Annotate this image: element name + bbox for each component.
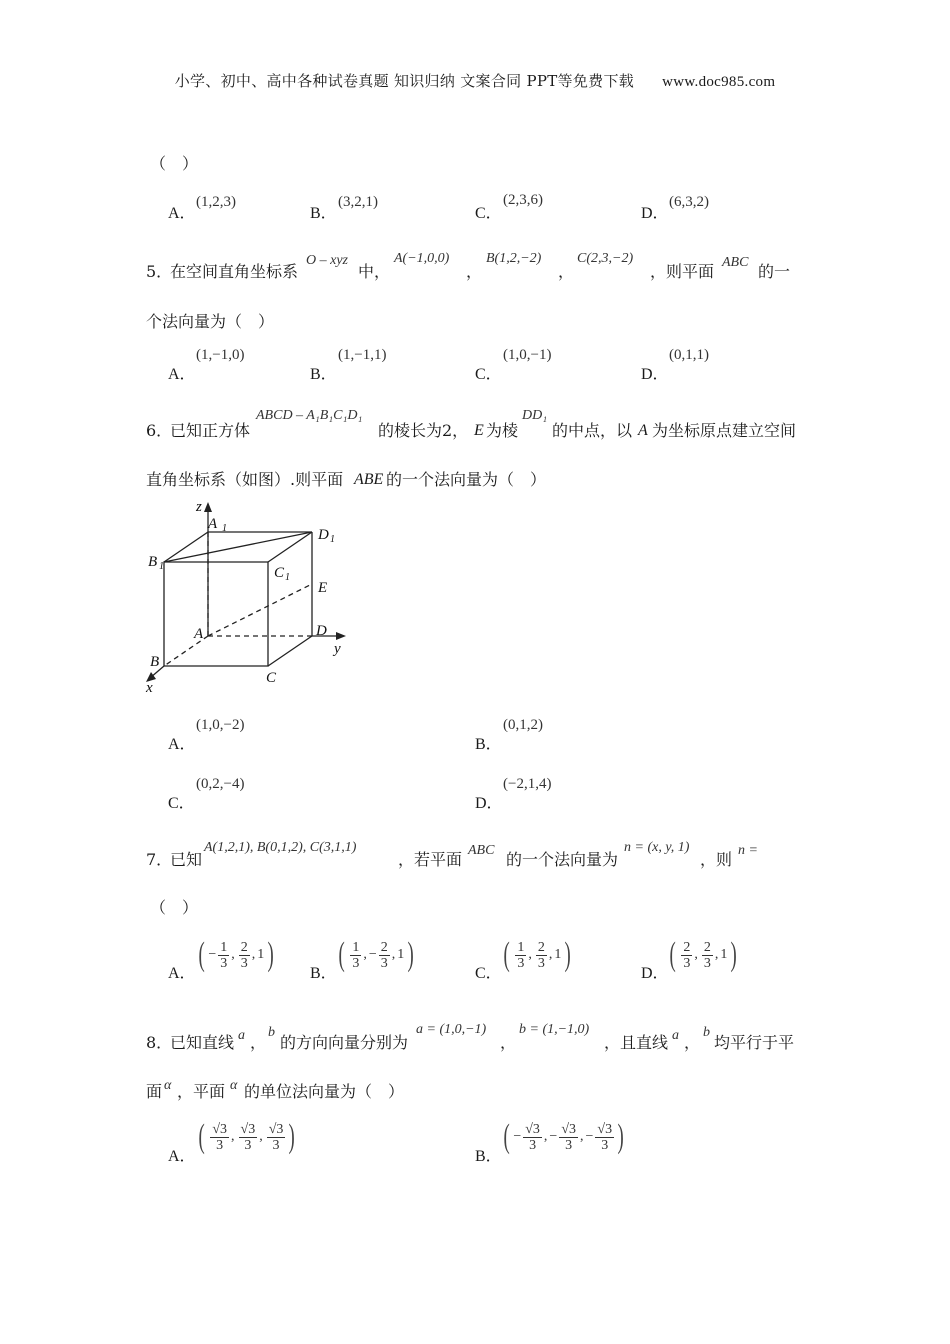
q7-option-a-value: ( − $\frac{1}{3}$ , $\frac{2}{3}$ , 1 ) xyxy=(198,936,275,973)
edge-cd xyxy=(268,636,312,666)
q8-alpha-2: α xyxy=(230,1078,238,1093)
q5-num: 5． xyxy=(146,262,173,281)
label-a1-sub: 1 xyxy=(222,523,227,534)
q7-text-1: 已知 xyxy=(170,850,203,869)
q4-option-a-value: (1,2,3) xyxy=(196,194,236,210)
q6-option-d[interactable]: D． xyxy=(475,795,503,812)
q6-option-a[interactable]: A． xyxy=(168,736,196,753)
q5-option-b-value: (1,−1,1) xyxy=(338,347,387,363)
q7-option-c[interactable]: C． xyxy=(475,965,502,982)
q7-normal-vector: n = (x, y, 1) xyxy=(624,840,690,855)
segment-ae xyxy=(208,584,312,636)
q6-option-a-value: (1,0,−2) xyxy=(196,717,245,733)
q5-plane: ABC xyxy=(722,255,749,270)
q6-line-2b: 的一个法向量为（ ） xyxy=(386,470,547,489)
label-c: C xyxy=(266,670,277,686)
q7-num: 7． xyxy=(146,850,173,869)
q5-coord-system: O – xyz xyxy=(306,253,348,268)
q8-text-1: 已知直线 xyxy=(170,1033,235,1052)
q7-option-b[interactable]: B． xyxy=(310,965,337,982)
q6-plane-abe: ABE xyxy=(354,471,384,488)
cube-figure xyxy=(140,498,360,698)
label-d: D xyxy=(316,623,327,639)
q4-option-c-value: (2,3,6) xyxy=(503,192,543,208)
q5-line-2: 个法向量为（ ） xyxy=(146,312,275,331)
q6-text-2: 的棱长为2， xyxy=(378,421,469,440)
q6-text-5: 为坐标原点建立空间 xyxy=(652,421,797,440)
label-z: z xyxy=(196,499,202,515)
q5-option-a-value: (1,−1,0) xyxy=(196,347,245,363)
q6-option-d-value: (−2,1,4) xyxy=(503,776,552,792)
q7-option-c-value: ( $\frac{1}{3}$ , $\frac{2}{3}$ , 1 ) xyxy=(503,936,572,973)
q8-option-b-value: ( − $\frac{√3}{3}$ , − $\frac{√3}{3}$ , − $\frac{√3}{3}$ ) xyxy=(503,1118,624,1155)
label-b1-sub: 1 xyxy=(159,561,164,572)
label-e: E xyxy=(318,580,328,596)
y-axis-arrow xyxy=(336,632,346,640)
q7-option-b-value: ( $\frac{1}{3}$ , − $\frac{2}{3}$ , 1 ) xyxy=(338,936,415,973)
header-text: 小学、初中、高中各种试卷真题 知识归纳 文案合同 PPT等免费下载 xyxy=(174,72,635,90)
q6-text-4: 的中点，以 xyxy=(552,421,633,440)
q7-points: A(1,2,1), B(0,1,2), C(3,1,1) xyxy=(204,840,357,855)
q8-line-b-2: b xyxy=(703,1025,710,1040)
q8-text-2: 的方向向量分别为 xyxy=(280,1033,409,1052)
q8-option-b[interactable]: B． xyxy=(475,1148,502,1165)
q5-text-1: 在空间直角坐标系 xyxy=(170,262,299,281)
q6-option-c[interactable]: C． xyxy=(168,795,195,812)
q6-option-c-value: (0,2,−4) xyxy=(196,776,245,792)
q5-text-4: 的一 xyxy=(758,262,791,281)
q5-text-2: 中， xyxy=(358,262,391,281)
q8-option-a-value: ( $\frac{√3}{3}$ , $\frac{√3}{3}$ , $\frac{√3}{3}$ ) xyxy=(198,1118,296,1155)
q7-plane: ABC xyxy=(468,843,495,858)
q5-option-b[interactable]: B． xyxy=(310,366,337,383)
q7-option-d-value: ( $\frac{2}{3}$ , $\frac{2}{3}$ , 1 ) xyxy=(669,936,738,973)
q8-option-a[interactable]: A． xyxy=(168,1148,196,1165)
q8-line-a-2: a xyxy=(672,1028,679,1043)
q7-text-4: ，则 xyxy=(700,850,733,869)
q5-point-c: C(2,3,−2) xyxy=(577,251,634,266)
q4-option-a[interactable]: A． xyxy=(168,205,196,222)
z-axis-arrow xyxy=(204,502,212,512)
q7-n-eq: n = xyxy=(738,843,758,858)
q4-option-c[interactable]: C． xyxy=(475,205,502,222)
q8-line-a: a xyxy=(238,1028,245,1043)
q4-option-b-value: (3,2,1) xyxy=(338,194,378,210)
label-c1-sub: 1 xyxy=(285,572,290,583)
q7-option-a[interactable]: A． xyxy=(168,965,196,982)
q8-num: 8． xyxy=(146,1033,173,1052)
label-x: x xyxy=(146,680,153,696)
q5-option-c[interactable]: C． xyxy=(475,366,502,383)
label-d1: D xyxy=(318,527,329,543)
q7-text-3: 的一个法向量为 xyxy=(506,850,619,869)
page-header xyxy=(0,70,950,91)
q6-text-3: 为棱 xyxy=(486,421,519,440)
q7-paren: （ ） xyxy=(150,898,199,917)
label-a: A xyxy=(194,626,204,642)
q5-comma-2: ， xyxy=(558,262,575,281)
q6-line-2a: 直角坐标系（如图）.则平面 xyxy=(146,470,344,489)
label-y: y xyxy=(334,641,341,657)
header-site: www.doc985.com xyxy=(662,74,776,90)
q4-option-d-value: (6,3,2) xyxy=(669,194,709,210)
q5-option-a[interactable]: A． xyxy=(168,366,196,383)
q8-line-b: b xyxy=(268,1025,275,1040)
q8-line-2a: 面 xyxy=(146,1082,163,1101)
q7-option-d[interactable]: D． xyxy=(641,965,669,982)
q6-option-b-value: (0,1,2) xyxy=(503,717,543,733)
q5-point-a: A(−1,0,0) xyxy=(394,251,450,266)
q6-edge: DD₁ xyxy=(522,408,548,423)
label-d1-sub: 1 xyxy=(330,534,335,545)
q6-point-a: A xyxy=(638,422,648,439)
q8-vector-b: b = (1,−1,0) xyxy=(519,1022,590,1037)
q4-option-b[interactable]: B． xyxy=(310,205,337,222)
q4-paren: （ ） xyxy=(150,154,199,173)
q6-text-1: 已知正方体 xyxy=(170,421,251,440)
q8-line-2c: 的单位法向量为（ ） xyxy=(244,1082,405,1101)
q7-text-2: ，若平面 xyxy=(398,850,463,869)
q8-text-4: 均平行于平 xyxy=(714,1033,795,1052)
q8-vector-a: a = (1,0,−1) xyxy=(416,1022,487,1037)
label-c1: C xyxy=(274,565,285,581)
q8-text-3: ，且直线 xyxy=(604,1033,669,1052)
q5-comma-1: ， xyxy=(466,262,483,281)
q6-option-b[interactable]: B． xyxy=(475,736,502,753)
label-a1: A xyxy=(208,516,218,532)
q5-text-3: ，则平面 xyxy=(650,262,715,281)
q6-point-e: E xyxy=(474,422,484,439)
q5-option-c-value: (1,0,−1) xyxy=(503,347,552,363)
label-b1: B xyxy=(148,554,158,570)
q8-comma-2: ， xyxy=(500,1033,517,1052)
q8-comma-3: ， xyxy=(684,1033,701,1052)
label-b: B xyxy=(150,654,160,670)
q5-option-d-value: (0,1,1) xyxy=(669,347,709,363)
q8-alpha: α xyxy=(164,1078,172,1093)
q5-point-b: B(1,2,−2) xyxy=(486,251,542,266)
q6-cube-name: ABCD – A₁B₁C₁D₁ xyxy=(256,408,363,423)
q8-line-2b: ，平面 xyxy=(177,1082,226,1101)
q6-num: 6． xyxy=(146,421,173,440)
q5-option-d[interactable]: D． xyxy=(641,366,669,383)
q8-comma-1: ， xyxy=(250,1033,267,1052)
q4-option-d[interactable]: D． xyxy=(641,205,669,222)
